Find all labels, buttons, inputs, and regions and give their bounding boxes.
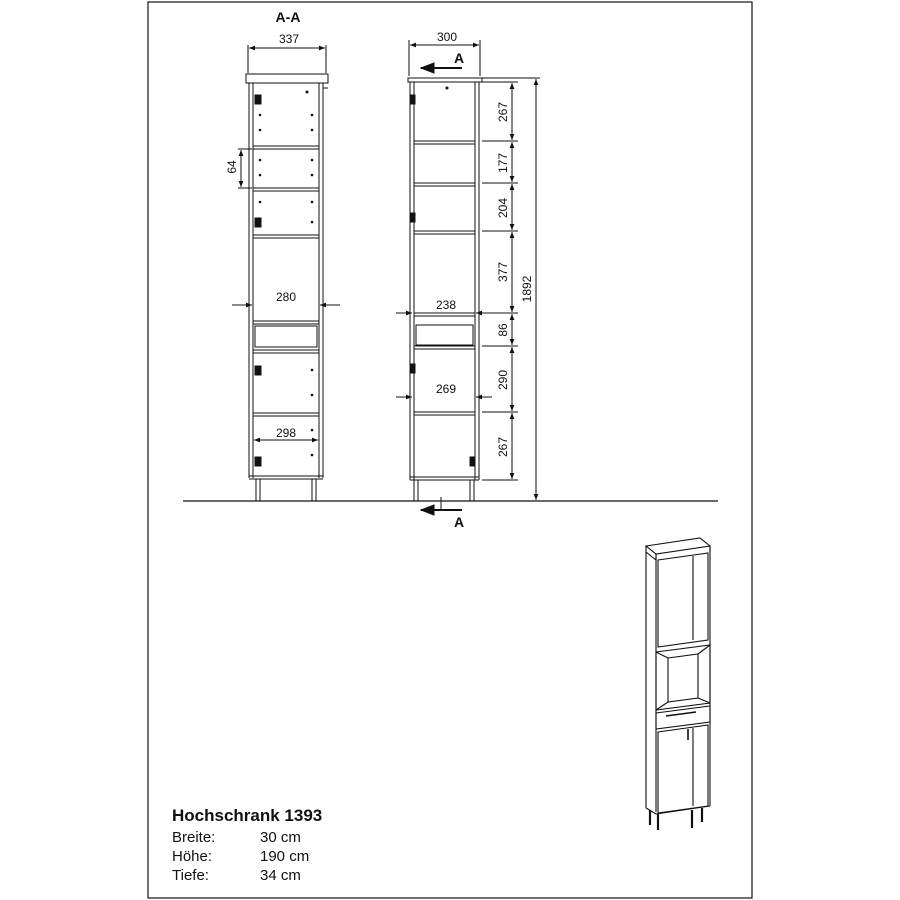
product-info — [172, 806, 322, 885]
spec-value: 190 cm — [260, 848, 310, 865]
segment-3: 204 — [496, 197, 510, 219]
spec-value: 30 cm — [260, 829, 301, 846]
section-label: A-A — [275, 9, 301, 25]
spec-value: 34 cm — [260, 867, 301, 884]
spec-label: Höhe: — [172, 848, 213, 865]
spec-row-width — [172, 828, 322, 847]
product-title: Hochschrank 1393 — [172, 806, 323, 825]
right-width-top: 300 — [436, 30, 458, 44]
section-arrow-bottom: A — [454, 514, 465, 530]
left-shelf-gap: 64 — [225, 160, 239, 174]
section-arrow-top: A — [454, 50, 465, 66]
left-inner-upper: 280 — [275, 290, 297, 304]
spec-label: Tiefe: — [172, 867, 209, 884]
perspective-view — [646, 538, 710, 830]
segment-2: 177 — [496, 152, 510, 174]
height-dimension-chain — [482, 82, 518, 480]
left-width-top: 337 — [278, 32, 300, 46]
section-view — [225, 9, 340, 501]
spec-row-depth — [172, 866, 322, 885]
front-view — [396, 30, 540, 530]
segment-6: 290 — [496, 369, 510, 391]
segment-5: 86 — [496, 323, 510, 337]
segment-1: 267 — [496, 101, 510, 123]
left-inner-lower: 298 — [275, 426, 297, 440]
segment-4: 377 — [496, 261, 510, 283]
right-drawer-width: 238 — [435, 298, 457, 312]
segment-7: 267 — [496, 436, 510, 458]
spec-row-height — [172, 847, 322, 866]
page-frame — [148, 2, 752, 898]
right-inner-width: 269 — [435, 382, 457, 396]
total-height: 1892 — [520, 275, 534, 303]
spec-label: Breite: — [172, 829, 216, 846]
